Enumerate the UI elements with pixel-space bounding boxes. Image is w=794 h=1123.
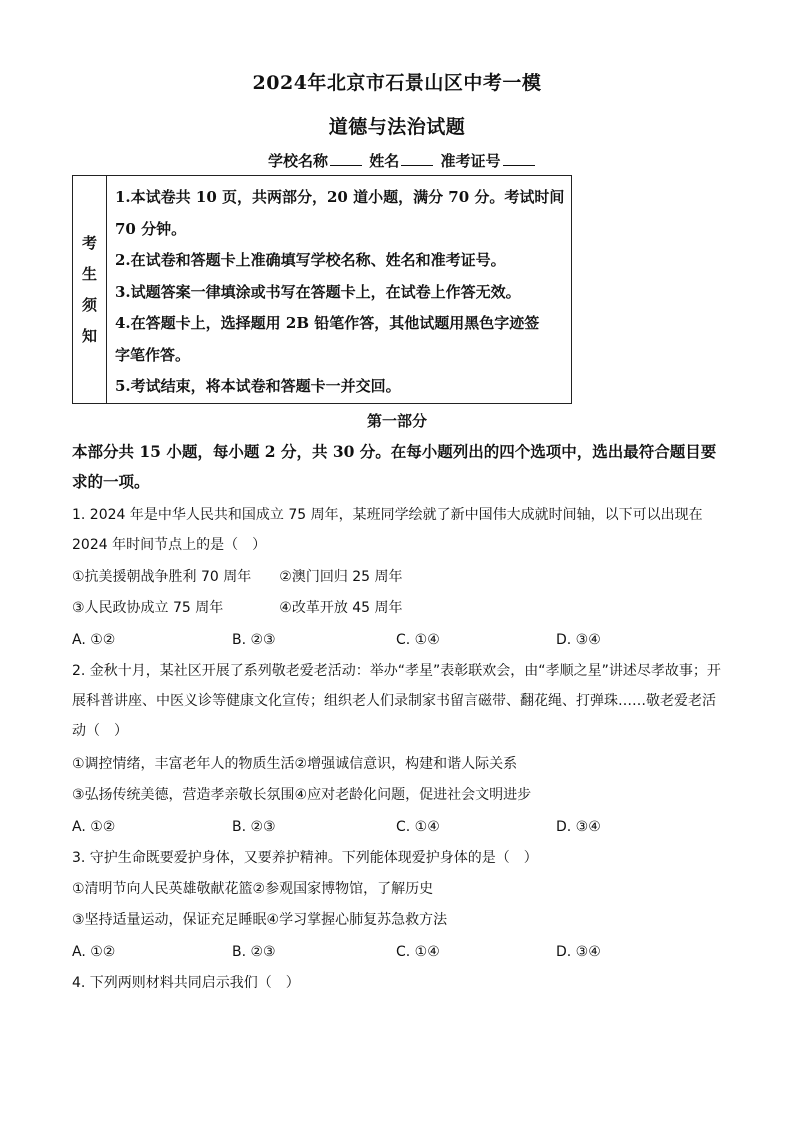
question-statements: ③坚持适量运动，保证充足睡眠④学习掌握心肺复苏急救方法 [72,912,448,928]
option-a: A. ①② [72,819,116,835]
option-b: B. ②③ [232,632,276,648]
notice-item: 1.本试卷共 10 页，共两部分，20 道小题，满分 70 分。考试时间 [115,188,565,206]
name-blank [401,151,433,166]
notice-label-char: 考 [81,233,97,252]
notice-item: 5.考试结束，将本试卷和答题卡一并交回。 [115,377,401,395]
notice-label-char: 生 [81,264,97,283]
question-statements: ①清明节向人民英雄敬献花篮②参观国家博物馆，了解历史 [72,881,434,897]
exam-title: 2024年北京市石景山区中考一模 [252,72,542,94]
question-stem: 3. 守护生命既要爱护身体，又要养护精神。下列能体现爱护身体的是（ ） [72,850,538,866]
question-stem: 2. 金秋十月，某社区开展了系列敬老爱老活动：举办“孝星”表彰联欢会，由“孝顺之星”讲述尽孝故事；开展科普讲座、中医义诊等健康文化宣传；组织老人们录制家书留言磁带、翻花绳、打弹珠……敬老爱老活动（ ） [72,663,721,739]
option-a: A. ①② [72,944,116,960]
notice-label-char: 须 [81,295,97,314]
school-blank [330,151,362,166]
question-stem: 4. 下列两则材料共同启示我们（ ） [72,975,300,991]
notice-item: 字笔作答。 [115,345,191,364]
name-label: 姓名 [369,152,400,170]
question-statements: ①抗美援朝战争胜利 70 周年 ②澳门回归 25 周年 [72,569,403,585]
question-stem: 1. 2024 年是中华人民共和国成立 75 周年，某班同学绘就了新中国伟大成就时间轴，以下可以出现在 2024 年时间节点上的是（ ） [72,507,703,553]
part-one-instructions: 本部分共 15 小题，每小题 2 分，共 30 分。在每小题列出的四个选项中，选出最符合题目要求的一项。 [72,442,717,491]
question-statements: ③弘扬传统美德，营造孝亲敬长氛围④应对老龄化问题，促进社会文明进步 [72,787,532,803]
notice-items [107,176,571,403]
option-d: D. ③④ [556,632,601,648]
candidate-info-line [268,150,537,171]
option-d: D. ③④ [556,819,601,835]
answer-options [72,937,722,967]
option-d: D. ③④ [556,944,601,960]
notice-label-char: 知 [81,326,97,345]
question-statements: ③人民政协成立 75 周年 ④改革开放 45 周年 [72,600,403,616]
option-c: C. ①④ [396,632,440,648]
notice-item: 4.在答题卡上，选择题用 2B 铅笔作答，其他试题用黑色字迹签 [115,314,540,332]
option-c: C. ①④ [396,944,440,960]
option-a: A. ①② [72,632,116,648]
answer-options [72,812,722,842]
school-label: 学校名称 [268,152,329,170]
notice-item: 3.试题答案一律填涂或书写在答题卡上，在试卷上作答无效。 [115,282,521,301]
notice-label [73,176,107,403]
notice-item: 2.在试卷和答题卡上准确填写学校名称、姓名和准考证号。 [115,251,506,269]
exam-subtitle: 道德与法治试题 [328,116,466,138]
option-b: B. ②③ [232,819,276,835]
candidate-notice-box [72,175,572,404]
option-b: B. ②③ [232,944,276,960]
option-c: C. ①④ [396,819,440,835]
exam-number-blank [503,151,535,166]
exam-number-label: 准考证号 [440,152,501,170]
answer-options [72,625,722,655]
notice-item: 70 分钟。 [115,219,187,238]
part-one-heading: 第一部分 [366,412,427,430]
question-statements: ①调控情绪，丰富老年人的物质生活②增强诚信意识，构建和谐人际关系 [72,756,518,772]
